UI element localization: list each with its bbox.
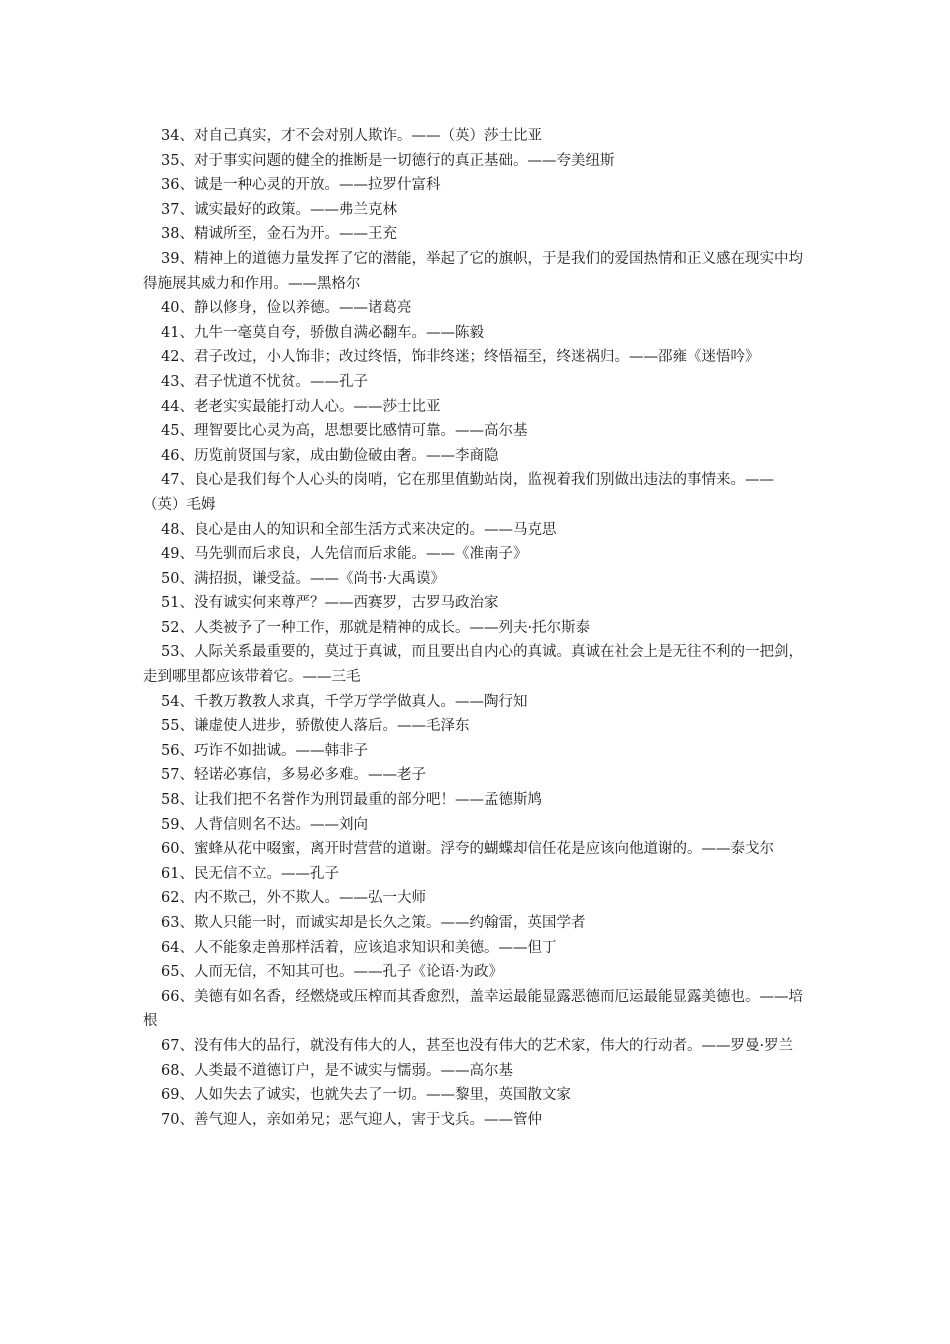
quote-64: 64、人不能象走兽那样活着，应该追求知识和美德。——但丁 (161, 939, 557, 956)
quote-48: 48、良心是由人的知识和全部生活方式来决定的。——马克思 (161, 521, 557, 538)
quote-38: 38、精诚所至，金石为开。——王充 (161, 226, 397, 243)
quote-55: 55、谦虚使人进步，骄傲使人落后。——毛泽东 (161, 718, 470, 735)
quote-60: 60、蜜蜂从花中啜蜜，离开时营营的道谢。浮夸的蝴蝶却信任花是应该向他道谢的。——泰戈尔 (161, 841, 774, 858)
quote-52: 52、人类被予了一种工作，那就是精神的成长。——列夫·托尔斯泰 (161, 619, 591, 636)
quote-70: 70、善气迎人，亲如弟兄；恶气迎人，害于戈兵。——管仲 (161, 1111, 542, 1128)
quote-53: 53、人际关系最重要的，莫过于真诚，而且要出自内心的真诚。真诚在社会上是无往不利的一把剑，走到哪里都应该带着它。——三毛 (143, 644, 803, 686)
quote-49: 49、马先驯而后求良，人先信而后求能。——《准南子》 (161, 546, 528, 563)
quote-36: 36、诚是一种心灵的开放。——拉罗什富科 (161, 177, 441, 194)
quote-42: 42、君子改过，小人饰非；改过终悟，饰非终迷；终悟福至，终迷祸归。——邵雍《迷悟吟》 (161, 349, 760, 366)
quote-56: 56、巧诈不如拙诚。——韩非子 (161, 742, 368, 759)
document-page (143, 124, 808, 1132)
quote-51: 51、没有诚实何来尊严？——西赛罗，古罗马政治家 (161, 595, 499, 612)
quote-43: 43、君子忧道不忧贫。——孔子 (161, 373, 368, 390)
quote-62: 62、内不欺己，外不欺人。——弘一大师 (161, 890, 426, 907)
quote-59: 59、人背信则名不达。——刘向 (161, 816, 368, 833)
quote-68: 68、人类最不道德订户，是不诚实与懦弱。——高尔基 (161, 1062, 513, 1079)
quote-65: 65、人而无信，不知其可也。——孔子《论语·为政》 (161, 964, 504, 981)
quote-50: 50、满招损，谦受益。——《尚书·大禹谟》 (161, 570, 446, 587)
quote-35: 35、对于事实问题的健全的推断是一切德行的真正基础。——夸美纽斯 (161, 152, 615, 169)
quote-46: 46、历览前贤国与家，成由勤俭破由奢。——李商隐 (161, 447, 499, 464)
quote-58: 58、让我们把不名誉作为刑罚最重的部分吧！——孟德斯鸠 (161, 792, 542, 809)
quote-66: 66、美德有如名香，经燃烧或压榨而其香愈烈，盖幸运最能显露恶德而厄运最能显露美德也。——培根 (143, 988, 803, 1030)
quote-47: 47、良心是我们每个人心头的岗哨，它在那里值勤站岗，监视着我们别做出违法的事情来。——（英）毛姆 (143, 472, 774, 513)
quote-44: 44、老老实实最能打动人心。——莎士比亚 (161, 398, 441, 415)
quote-63: 63、欺人只能一时，而诚实却是长久之策。——约翰雷，英国学者 (161, 915, 586, 931)
quote-39: 39、精神上的道德力量发挥了它的潜能，举起了它的旗帜，于是我们的爱国热情和正义感在现实中均得施展其威力和作用。——黑格尔 (143, 250, 803, 292)
quote-54: 54、千教万教教人求真，千学万学学做真人。——陶行知 (161, 693, 528, 710)
quote-34: 34、对自己真实，才不会对别人欺诈。——（英）莎士比亚 (161, 128, 542, 144)
quote-40: 40、静以修身，俭以养德。——诸葛亮 (161, 300, 412, 317)
quote-69: 69、人如失去了诚实，也就失去了一切。——黎里，英国散文家 (161, 1087, 571, 1104)
quote-45: 45、理智要比心灵为高，思想要比感情可靠。——高尔基 (161, 423, 528, 440)
quote-37: 37、诚实最好的政策。——弗兰克林 (161, 201, 397, 218)
quote-41: 41、九牛一毫莫自夸，骄傲自满必翻车。——陈毅 (161, 324, 484, 341)
quote-57: 57、轻诺必寡信，多易必多难。——老子 (161, 767, 426, 784)
quote-61: 61、民无信不立。——孔子 (161, 865, 339, 882)
quote-67: 67、没有伟大的品行，就没有伟大的人，甚至也没有伟大的艺术家，伟大的行动者。——罗曼·罗兰 (161, 1037, 794, 1054)
